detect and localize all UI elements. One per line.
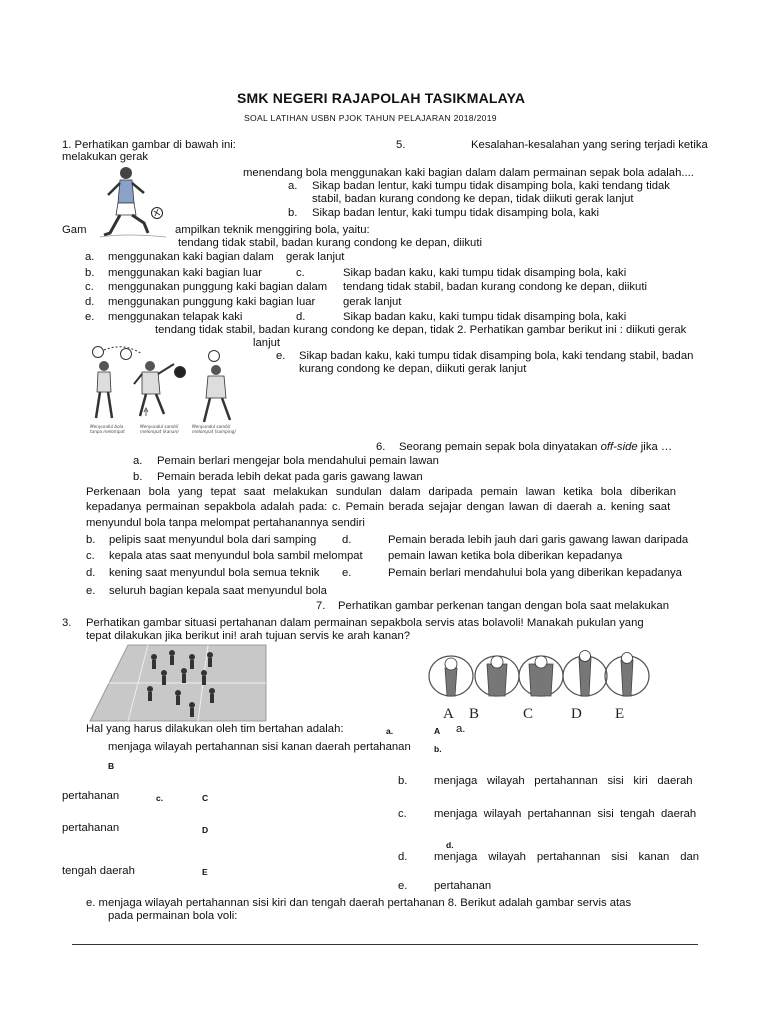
q1-prompt: 1. Perhatikan gambar di bawah ini:	[62, 139, 236, 151]
q3-number: 3.	[62, 617, 72, 629]
q1-prompt-cont: ampilkan teknik menggiring bola, yaitu:	[175, 224, 370, 236]
q3-opt-d-letter: d.	[398, 851, 408, 863]
heading-caption-6: melompat (samping)	[192, 429, 236, 434]
q7-opt-a: A	[434, 726, 441, 736]
q5-opt-d-letter: d.	[296, 311, 306, 323]
q6-number: 6.	[376, 441, 386, 453]
q7-prompt: Perhatikan gambar perkenan tangan dengan bola saat melakukan	[338, 600, 669, 612]
footer-divider	[72, 944, 698, 945]
q7-opt-b: B	[108, 761, 115, 771]
q5-opt-a-cont: stabil, badan kurang condong ke depan, tidak diikuti gerak lanjut	[312, 193, 634, 205]
volley-label-e: E	[615, 706, 625, 722]
q1-opt-c-letter: c.	[85, 281, 94, 293]
q5-opt-d: Sikap badan kaku, kaki tumpu tidak disamping bola, kaki	[343, 311, 627, 323]
q3-opt-c-cont: pertahanan	[62, 822, 120, 834]
q3-opt-d: menjaga wilayah pertahannan sisi kanan dan	[434, 851, 700, 863]
volley-label-a: A	[443, 706, 454, 722]
heading-caption-3: Menyundul sambil	[140, 424, 179, 429]
exam-subtitle: SOAL LATIHAN USBN PJOK TAHUN PELAJARAN 2018/2019	[244, 113, 497, 123]
q2-opt-b-letter: b.	[86, 534, 96, 546]
q5-opt-d-cont: tendang tidak stabil, badan kurang condong ke depan, tidak 2. Perhatikan gambar berikut ini : diikuti gerak	[155, 324, 687, 336]
q5-opt-b: Sikap badan lentur, kaki tumpu tidak disamping bola, kaki	[312, 207, 599, 219]
q5-opt-e-letter: e.	[276, 350, 286, 362]
q1-opt-a: menggunakan kaki bagian dalam	[108, 251, 274, 263]
q5-prompt-cont: melakukan gerak	[62, 151, 149, 163]
q5-opt-a: Sikap badan lentur, kaki tumpu tidak disamping bola, kaki tendang tidak	[312, 180, 670, 192]
q3-opt-d-cont: tengah daerah	[62, 865, 135, 877]
dribbling-figure	[96, 163, 168, 243]
q2-prompt-cont2: menyundul bola tanpa melompat pertahanannya sendiri	[86, 517, 365, 529]
q2-prompt-cont: kepadanya permainan sepakbola adalah pada: c. Pemain berada sejajar dengan lawan di daerah a. kening saat	[86, 501, 671, 513]
heading-caption-1: Menyundul bola	[90, 424, 124, 429]
q3-opt-c-letter: c.	[398, 808, 407, 820]
volley-label-b: B	[469, 706, 480, 722]
q3-opt-e-letter: e.	[398, 880, 408, 892]
q5-opt-b-letter: b.	[288, 207, 298, 219]
q5-opt-c-letter: c.	[296, 267, 305, 279]
heading-figure	[84, 344, 244, 439]
heading-caption-5: Menyundul sambil	[192, 424, 231, 429]
volley-label-d: D	[571, 706, 582, 722]
q2-opt-b: pelipis saat menyundul bola dari samping	[109, 534, 317, 546]
q1-opt-e: menggunakan telapak kaki	[108, 311, 243, 323]
q2-opt-c-letter: c.	[86, 550, 95, 562]
q6-prompt	[399, 441, 672, 454]
q3-opt-b: menjaga wilayah pertahannan sisi kiri daerah	[434, 775, 693, 787]
q5-opt-b-cont2: gerak lanjut	[286, 251, 345, 263]
q1-opt-d-letter: d.	[85, 296, 95, 308]
q1-opt-b: menggunakan kaki bagian luar	[108, 267, 262, 279]
q2-opt-d: kening saat menyundul bola semua teknik	[109, 567, 320, 579]
q2-opt-c: kepala atas saat menyundul bola sambil melompat	[109, 550, 363, 562]
q6-opt-a-letter: a.	[133, 455, 143, 467]
q8-prompt-cont: pada permainan bola voli:	[108, 910, 238, 922]
q1-opt-c: menggunakan punggung kaki bagian dalam	[108, 281, 328, 293]
q6-opt-e: Pemain berlari mendahului bola yang diberikan kepadanya	[388, 567, 682, 579]
volley-label-c: C	[523, 706, 534, 722]
q5-opt-c-cont2: gerak lanjut	[343, 296, 402, 308]
q5-opt-e: Sikap badan kaku, kaki tumpu tidak disamping bola, kaki tendang stabil, badan	[299, 350, 694, 362]
heading-caption-4: melompat (kanan)	[140, 429, 179, 434]
q3-opt-a: menjaga wilayah pertahannan sisi kanan daerah pertahanan	[108, 741, 411, 753]
q7-opt-b-letter: b.	[434, 744, 442, 754]
heading-caption-2: tanpa melompat	[90, 429, 125, 434]
q5-opt-e-cont: kurang condong ke depan, diikuti gerak lanjut	[299, 363, 527, 375]
q5-opt-a-letter: a.	[288, 180, 298, 192]
q3-prompt: Perhatikan gambar situasi pertahanan dalam permainan sepakbola servis atas bolavoli! Manakah pukulan yang	[86, 617, 644, 629]
q6-prompt-end: jika …	[640, 441, 673, 453]
q1-opt-a-letter: a.	[85, 251, 95, 263]
q7-number: 7.	[316, 600, 326, 612]
q5-opt-c: Sikap badan kaku, kaki tumpu tidak disamping bola, kaki	[343, 267, 627, 279]
q5-prompt-cont2: menendang bola menggunakan kaki bagian dalam dalam permainan sepak bola adalah....	[243, 167, 694, 179]
q6-opt-d: Pemain berada lebih jauh dari garis gawang lawan daripada	[388, 534, 689, 546]
q1-opt-d: menggunakan punggung kaki bagian luar	[108, 296, 316, 308]
q7-opt-a-letter: a.	[386, 726, 394, 736]
q7-opt-c: C	[202, 793, 209, 803]
q7-opt-d-letter: d.	[446, 840, 454, 850]
defense-field-figure	[88, 643, 268, 723]
q3-opt-b-letter: b.	[398, 775, 408, 787]
q3-opt-c: menjaga wilayah pertahannan sisi tengah daerah	[434, 808, 697, 820]
q5-number: 5.	[396, 139, 406, 151]
q3-opt-b-cont: pertahanan	[62, 790, 120, 802]
q7-opt-d: D	[202, 825, 209, 835]
q2-opt-e: seluruh bagian kepala saat menyundul bola	[109, 585, 327, 597]
q3-opt-d-cont2: pertahanan	[434, 880, 492, 892]
q6-opt-d-cont: pemain lawan ketika bola diberikan kepadanya	[388, 550, 623, 562]
q1-opt-b-letter: b.	[85, 267, 95, 279]
q7-opt-e: E	[202, 867, 208, 877]
q6-prompt-text: Seorang pemain sepak bola dinyatakan	[399, 441, 598, 453]
q2-opt-d-letter: d.	[86, 567, 96, 579]
volleyball-hands-figure	[425, 650, 655, 722]
q6-offside-term: off-side	[600, 441, 638, 453]
q6-opt-d-letter: d.	[342, 534, 352, 546]
q6-opt-a: Pemain berlari mengejar bola mendahului pemain lawan	[157, 455, 439, 467]
q5-prompt: Kesalahan-kesalahan yang sering terjadi ketika	[471, 139, 708, 151]
q2-opt-e-letter: e.	[86, 585, 96, 597]
q5-opt-c-cont: tendang tidak stabil, badan kurang condong ke depan, diikuti	[343, 281, 647, 293]
q6-opt-e-letter: e.	[342, 567, 352, 579]
q5-opt-b-cont: tendang tidak stabil, badan kurang condong ke depan, diikuti	[178, 237, 482, 249]
q3-opt-e: e. menjaga wilayah pertahannan sisi kiri dan tengah daerah pertahanan 8. Berikut adalah gambar servis atas	[86, 897, 632, 909]
q3-opt-a-letter: a.	[456, 723, 466, 735]
q6-opt-b-letter: b.	[133, 471, 143, 483]
school-title: SMK NEGERI RAJAPOLAH TASIKMALAYA	[237, 90, 526, 106]
q3-prompt-cont: tepat dilakukan jika berikut ini! arah tujuan servis ke arah kanan?	[86, 630, 411, 642]
q6-opt-b: Pemain berada lebih dekat pada garis gawang lawan	[157, 471, 423, 483]
q2-prompt: Perkenaan bola yang tepat saat melakukan sundulan dalam daripada pemain lawan ketika bola diberikan	[86, 486, 676, 498]
q7-opt-c-letter: c.	[156, 793, 164, 803]
q1-opt-e-letter: e.	[85, 311, 95, 323]
q3-prompt-cont2: Hal yang harus dilakukan oleh tim bertahan adalah:	[86, 723, 344, 735]
q5-opt-d-cont2: lanjut	[253, 337, 281, 349]
q1-prompt-fragment: Gam	[62, 224, 87, 236]
